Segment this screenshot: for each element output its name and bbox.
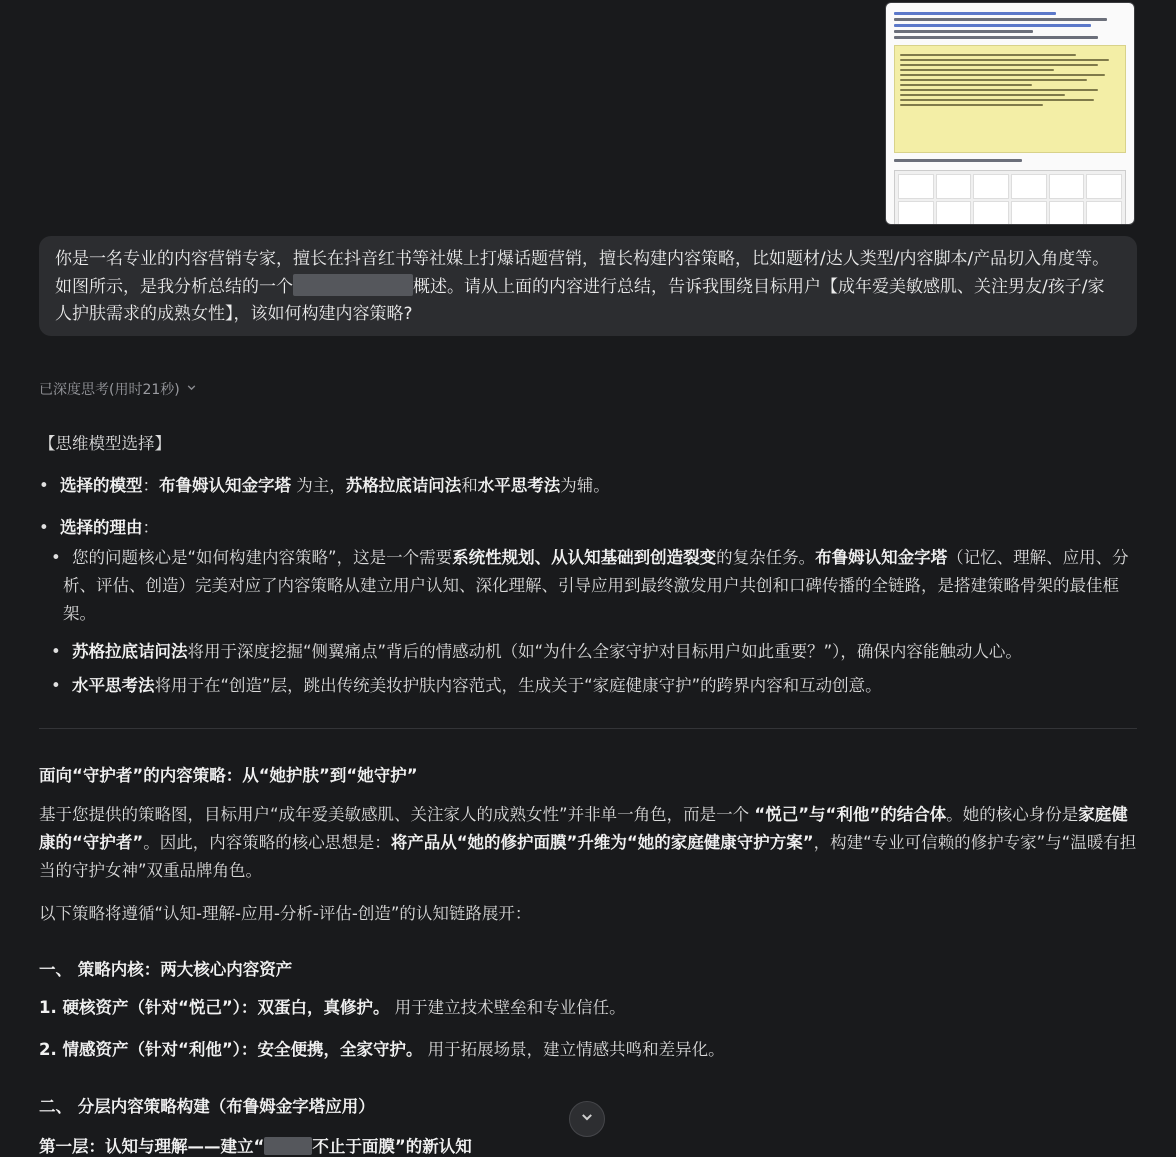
thumb-line [894,12,1056,15]
divider [39,728,1137,729]
thumb-table [894,170,1126,225]
chevron-down-icon [580,1110,594,1128]
reason-bullet: • 选择的理由： [39,514,159,538]
chevron-down-icon [186,382,197,396]
asset-1: 1. 硬核资产（针对“悦己”）：双蛋白，真修护。 用于建立技术壁垒和专业信任。 [39,998,626,1017]
asset-2: 2. 情感资产（针对“利他”）：安全便携，全家守护。 用于拓展场景，建立情感共鸣和差异化。 [39,1040,725,1059]
reason-item-1: • 您的问题核心是“如何构建内容策略”，这是一个需要系统性规划、从认知基础到创造裂变的复杂任务。布鲁姆认知金字塔（记忆、理解、应用、分析、评估、创造）完美对应了内容策略从建立用户认知、深化理解、引导应用到最终激发用户共创和口碑传播的全链路，是搭建策略骨架的最佳框架。 [51,544,1149,628]
redacted-text [264,1137,312,1155]
model-bullet: • 选择的模型：布鲁姆认知金字塔 为主，苏格拉底诘问法和水平思考法为辅。 [39,472,610,496]
reason-item-3: • 水平思考法将用于在“创造”层，跳出传统美妆护肤内容范式，生成关于“家庭健康守护”的跨界内容和互动创意。 [51,672,882,696]
reason-item-2: • 苏格拉底诘问法将用于深度挖掘“侧翼痛点”背后的情感动机（如“为什么全家守护对目标用户如此重要？”），确保内容能触动人心。 [51,638,1022,662]
user-message-text-2: 概述。请从上面的内容进行总结，告诉我围绕目标用户【成年爱美敏感肌、关注男友/孩子/家人护肤需求的成熟女性】，该如何构建内容策略? [55,276,1105,324]
section-heading-model: 【思维模型选择】 [39,434,171,453]
user-message-text-1: 你是一名专业的内容营销专家，擅长在抖音红书等社媒上打爆话题营销，擅长构建内容策略，比如题材/达人类型/内容脚本/产品切入角度等。如图所示，是我分析总结的一个 [55,249,1110,297]
thinking-label: 已深度思考(用时21秒) [39,382,180,398]
scroll-to-bottom-button[interactable] [569,1101,605,1137]
thumb-highlight-box [894,45,1126,153]
chain-intro: 以下策略将遵循“认知-理解-应用-分析-评估-创造”的认知链路展开： [39,904,532,923]
user-message-bubble [39,236,1137,336]
redacted-text [293,274,413,296]
deep-thinking-toggle[interactable] [39,379,197,399]
attached-image-thumbnail[interactable] [885,2,1135,225]
strategy-paragraph: 基于您提供的策略图，目标用户“成年爱美敏感肌、关注家人的成熟女性”并非单一角色，而是一个 “悦己”与“利他”的结合体。她的核心身份是家庭健康的“守护者”。因此，内容策略的核心思想是：将产品从“她的修护面膜”升维为“她的家庭健康守护方案”，构建“专业可信赖的修护专家”与“温暖有担当的守护女神”双重品牌角色。 [39,805,1137,880]
strategy-title: 面向“守护者”的内容策略：从“她护肤”到“她守护” [39,766,418,785]
heading-two: 二、 分层内容策略构建（布鲁姆金字塔应用） [39,1097,375,1116]
heading-one: 一、 策略内核：两大核心内容资产 [39,960,293,979]
layer-1-heading: 第一层：认知与理解——建立“ 不止于面膜”的新认知 [39,1137,472,1156]
